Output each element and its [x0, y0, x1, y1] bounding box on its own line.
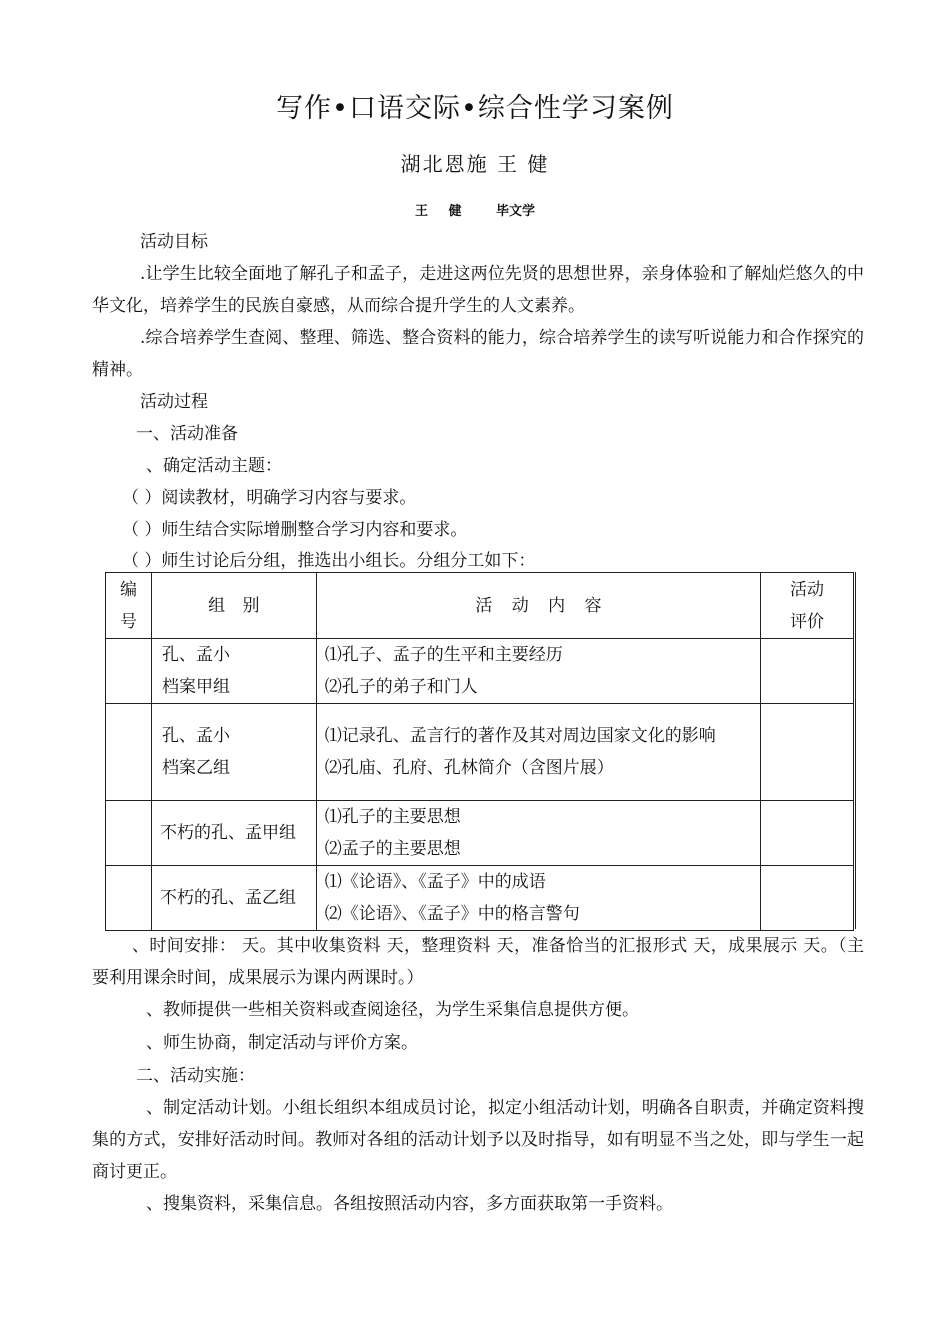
teacher-resources: 、教师提供一些相关资料或查阅途径，为学生采集信息提供方便。: [146, 1000, 639, 1020]
sub-step-1: （ ）阅读教材，明确学习内容与要求。: [122, 488, 417, 508]
content-cell: ⑴孔子、孟子的生平和主要经历 ⑵孔子的弟子和门人: [316, 639, 760, 704]
row-number-cell: [106, 639, 152, 704]
sub-step-2: （ ）师生结合实际增删整合学习内容和要求。: [122, 520, 468, 540]
row-number-cell: [106, 704, 152, 801]
group-cell: 不朽的孔、孟甲组: [151, 801, 316, 866]
content-cell: ⑴孔子的主要思想 ⑵孟子的主要思想: [316, 801, 760, 866]
evaluation-cell: [761, 866, 854, 931]
implementation-heading: 二、活动实施：: [136, 1066, 255, 1086]
row-number-cell: [106, 866, 152, 931]
sub-step-3: （ ）师生讨论后分组，推选出小组长。分组分工如下：: [122, 551, 536, 571]
table-right-border: [855, 572, 856, 929]
author-name: 健: [448, 204, 462, 219]
content-cell: ⑴《论语》、《孟子》中的成语 ⑵《论语》、《孟子》中的格言警句: [316, 866, 760, 931]
group-cell: 不朽的孔、孟乙组: [151, 866, 316, 931]
process-heading: 活动过程: [140, 392, 208, 412]
author-location: 湖北恩施 王 健: [400, 152, 550, 176]
row-number-cell: [106, 801, 152, 866]
group-cell: 孔、孟小 档案甲组: [151, 639, 316, 704]
author-name: 毕文学: [496, 204, 536, 219]
step-1: 、确定活动主题：: [146, 456, 282, 476]
goals-heading: 活动目标: [140, 232, 208, 252]
group-cell: 孔、孟小 档案乙组: [151, 704, 316, 801]
table-row: [106, 866, 854, 931]
author-name: 王: [414, 204, 428, 219]
header-content: 活 动 内 容: [316, 573, 760, 639]
header-evaluation: 活动 评价: [761, 573, 854, 639]
table-row: [106, 639, 854, 704]
author-line: [0, 200, 950, 219]
content-cell: ⑴记录孔、孟言行的著作及其对周边国家文化的影响 ⑵孔庙、孔府、孔林简介（含图片展）: [316, 704, 760, 801]
table-row: [106, 801, 854, 866]
evaluation-cell: [761, 801, 854, 866]
evaluation-cell: [761, 704, 854, 801]
goal-item-2: .综合培养学生查阅、整理、筛选、整合资料的能力，综合培养学生的读写听说能力和合作探究的精神。: [92, 328, 864, 380]
table-header-row: [106, 573, 854, 639]
table-row: [106, 704, 854, 801]
implementation-step-1: 、制定活动计划。小组长组织本组成员讨论，拟定小组活动计划，明确各自职责，并确定资料搜集的方式，安排好活动时间。教师对各组的活动计划予以及时指导，如有明显不当之处，即与学生一起商讨更正。: [92, 1098, 864, 1182]
prep-heading: 一、活动准备: [136, 424, 238, 444]
header-number: 编 号: [106, 573, 152, 639]
evaluation-plan: 、师生协商，制定活动与评价方案。: [146, 1033, 418, 1053]
evaluation-cell: [761, 639, 854, 704]
goal-item-1: .让学生比较全面地了解孔子和孟子，走进这两位先贤的思想世界，亲身体验和了解灿烂悠久的中华文化，培养学生的民族自豪感，从而综合提升学生的人文素养。: [92, 264, 864, 316]
implementation-step-2: 、搜集资料，采集信息。各组按照活动内容，多方面获取第一手资料。: [146, 1194, 673, 1214]
time-arrangement: 、时间安排： 天。其中收集资料 天，整理资料 天，准备恰当的汇报形式 天，成果展示 天。（主要利用课余时间，成果展示为课内两课时。）: [92, 936, 864, 988]
header-group: 组 别: [151, 573, 316, 639]
page-title: 写作•口语交际•综合性学习案例: [276, 93, 674, 124]
group-table: [105, 572, 854, 931]
